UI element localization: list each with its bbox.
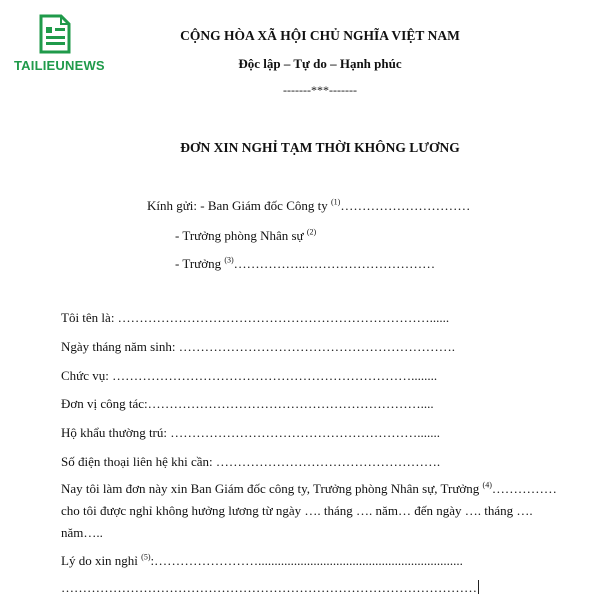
field-position: Chức vụ: ……………………………………………………………........ (61, 368, 438, 383)
reason-line-2: …………………………………………………………………………………… (61, 580, 477, 595)
recipient-line-2: - Trưởng phòng Nhân sự $^{(2)}$ (175, 227, 317, 243)
country-heading: CỘNG HÒA XÃ HỘI CHỦ NGHĨA VIỆT NAM (180, 28, 460, 43)
field-name: Tôi tên là: ………………………………………………………………...... (61, 310, 450, 325)
recipient-line-3: - Trưởng $^{(3)}$……………..………………………… (175, 255, 436, 271)
divider: -------***------- (283, 83, 357, 97)
reason-line-1: Lý do xin nghỉ $^{(5)}$:……………………............................................................... (61, 552, 463, 568)
recipient-line-1: Kính gửi: - Ban Giám đốc Công ty $^{(1)}$………………………… (147, 197, 471, 213)
motto: Độc lập – Tự do – Hạnh phúc (238, 56, 402, 71)
text-cursor (478, 580, 479, 594)
field-unit: Đơn vị công tác:……………………………………………………….... (61, 396, 434, 411)
field-phone: Số điện thoại liên hệ khi cần: ……………………………………………. (61, 454, 441, 469)
logo-text: TAILIEUNEWS (14, 58, 105, 73)
document-title: ĐƠN XIN NGHỈ TẠM THỜI KHÔNG LƯƠNG (180, 140, 460, 155)
request-line-3: năm….. (61, 525, 103, 540)
field-residence: Hộ khẩu thường trú: …………………………………………………....... (61, 425, 440, 440)
request-line-2: cho tôi được nghỉ không hưởng lương từ ngày …. tháng …. năm… đến ngày …. tháng …. (61, 503, 533, 518)
field-dob: Ngày tháng năm sinh: ………………………………………………………. (61, 339, 455, 354)
request-line-1: Nay tôi làm đơn này xin Ban Giám đốc công ty, Trưởng phòng Nhân sự, Trưởng $^{(4)}$…………… (61, 480, 557, 496)
